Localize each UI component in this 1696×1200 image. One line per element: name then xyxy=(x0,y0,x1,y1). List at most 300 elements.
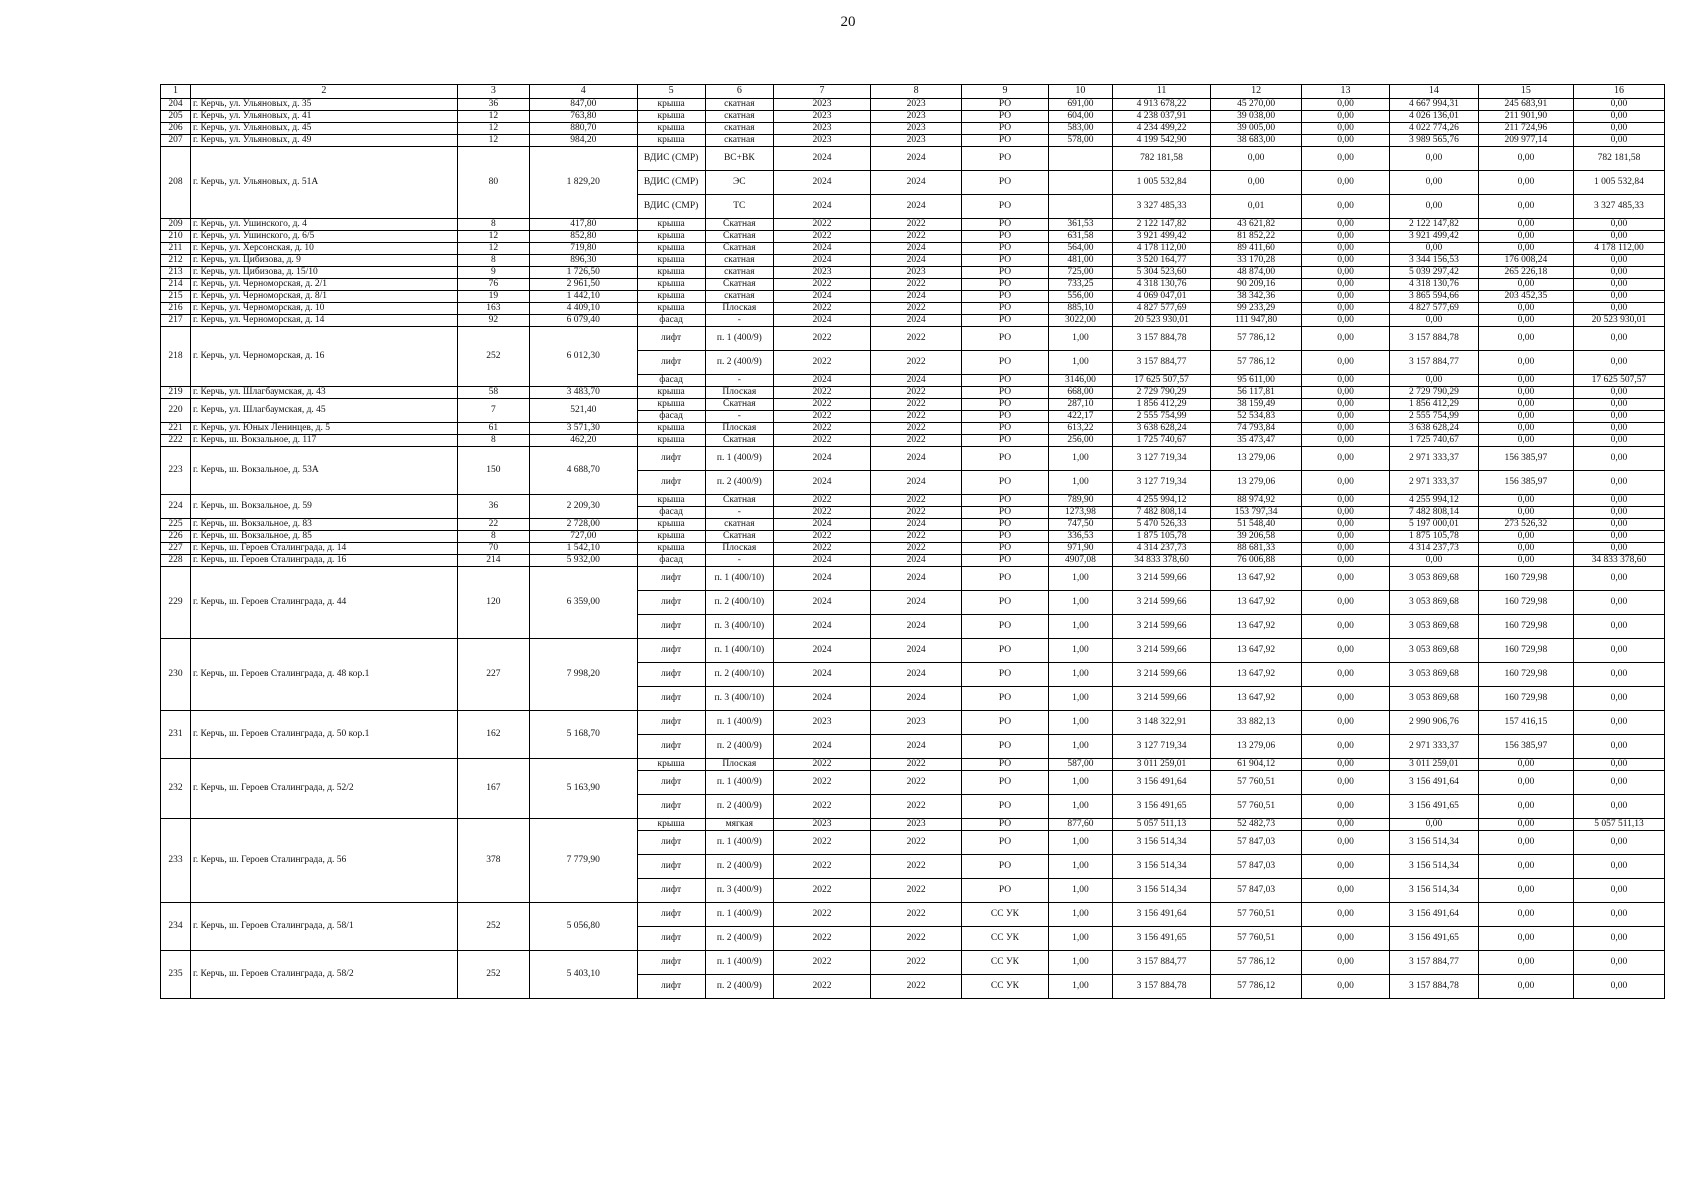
cost-col-15: 265 226,18 xyxy=(1478,267,1573,279)
cost-col-16: 0,00 xyxy=(1573,975,1664,999)
year-col-8: 2022 xyxy=(871,855,962,879)
column-3-value: 61 xyxy=(457,423,529,435)
volume: 4907,08 xyxy=(1048,555,1112,567)
cost-col-12: 95 611,00 xyxy=(1211,375,1302,387)
total-cost: 4 238 037,91 xyxy=(1112,111,1210,123)
cost-col-16: 0,00 xyxy=(1573,387,1664,399)
column-4-value: 847,00 xyxy=(530,99,638,111)
cost-col-13: 0,00 xyxy=(1302,135,1390,147)
year-col-8: 2022 xyxy=(871,219,962,231)
column-4-value: 7 998,20 xyxy=(530,639,638,711)
cost-col-15: 176 008,24 xyxy=(1478,255,1573,267)
year-col-8: 2024 xyxy=(871,243,962,255)
table-row xyxy=(161,387,1665,399)
total-cost: 3 157 884,78 xyxy=(1112,975,1210,999)
cost-col-12: 57 847,03 xyxy=(1211,879,1302,903)
cost-col-14: 3 053 869,68 xyxy=(1389,567,1478,591)
table-row xyxy=(161,495,1665,507)
cost-col-15: 273 526,32 xyxy=(1478,519,1573,531)
column-3-value: 227 xyxy=(457,639,529,711)
total-cost: 4 178 112,00 xyxy=(1112,243,1210,255)
executor: РО xyxy=(962,435,1049,447)
year-col-7: 2024 xyxy=(773,255,870,267)
cost-col-12: 57 786,12 xyxy=(1211,351,1302,375)
year-col-7: 2024 xyxy=(773,375,870,387)
cost-col-16: 0,00 xyxy=(1573,663,1664,687)
year-col-7: 2024 xyxy=(773,639,870,663)
column-3-value: 22 xyxy=(457,519,529,531)
cost-col-12: 0,00 xyxy=(1211,171,1302,195)
row-number: 232 xyxy=(161,759,191,819)
row-number: 207 xyxy=(161,135,191,147)
column-3-value: 167 xyxy=(457,759,529,819)
year-col-7: 2024 xyxy=(773,591,870,615)
cost-col-15: 0,00 xyxy=(1478,831,1573,855)
address: г. Керчь, ул. Ульяновых, д. 41 xyxy=(190,111,457,123)
work-type: п. 1 (400/10) xyxy=(705,567,773,591)
year-col-7: 2022 xyxy=(773,435,870,447)
work-element: крыша xyxy=(637,135,705,147)
header-row xyxy=(161,85,1665,99)
cost-col-12: 0,00 xyxy=(1211,147,1302,171)
row-number: 220 xyxy=(161,399,191,423)
column-4-value: 2 961,50 xyxy=(530,279,638,291)
cost-col-12: 13 279,06 xyxy=(1211,471,1302,495)
total-cost: 3 127 719,34 xyxy=(1112,471,1210,495)
cost-col-16: 0,00 xyxy=(1573,399,1664,411)
column-4-value: 2 728,00 xyxy=(530,519,638,531)
volume: 1,00 xyxy=(1048,855,1112,879)
row-number: 209 xyxy=(161,219,191,231)
volume: 1,00 xyxy=(1048,567,1112,591)
volume: 613,22 xyxy=(1048,423,1112,435)
work-element: лифт xyxy=(637,855,705,879)
executor: РО xyxy=(962,555,1049,567)
row-number: 213 xyxy=(161,267,191,279)
header-cell: 4 xyxy=(530,85,638,99)
total-cost: 4 234 499,22 xyxy=(1112,123,1210,135)
cost-col-15: 0,00 xyxy=(1478,171,1573,195)
work-element: лифт xyxy=(637,927,705,951)
cost-col-13: 0,00 xyxy=(1302,711,1390,735)
cost-col-14: 3 344 156,53 xyxy=(1389,255,1478,267)
row-number: 229 xyxy=(161,567,191,639)
cost-col-15: 0,00 xyxy=(1478,387,1573,399)
cost-col-16: 0,00 xyxy=(1573,519,1664,531)
year-col-7: 2022 xyxy=(773,231,870,243)
address: г. Керчь, ш. Героев Сталинграда, д. 58/2 xyxy=(190,951,457,999)
executor: РО xyxy=(962,231,1049,243)
column-4-value: 1 829,20 xyxy=(530,147,638,219)
header-cell: 10 xyxy=(1048,85,1112,99)
address: г. Керчь, ул. Ульяновых, д. 35 xyxy=(190,99,457,111)
work-element: ВДИС (СМР) xyxy=(637,195,705,219)
year-col-8: 2022 xyxy=(871,399,962,411)
work-element: крыша xyxy=(637,99,705,111)
cost-col-14: 2 971 333,37 xyxy=(1389,447,1478,471)
cost-col-15: 0,00 xyxy=(1478,435,1573,447)
table-row xyxy=(161,639,1665,663)
column-4-value: 5 403,10 xyxy=(530,951,638,999)
year-col-7: 2022 xyxy=(773,831,870,855)
work-type: п. 1 (400/9) xyxy=(705,831,773,855)
cost-col-13: 0,00 xyxy=(1302,99,1390,111)
row-number: 210 xyxy=(161,231,191,243)
total-cost: 34 833 378,60 xyxy=(1112,555,1210,567)
total-cost: 4 318 130,76 xyxy=(1112,279,1210,291)
cost-col-15: 211 724,96 xyxy=(1478,123,1573,135)
address: г. Керчь, ул. Юных Ленинцев, д. 5 xyxy=(190,423,457,435)
work-type: Плоская xyxy=(705,387,773,399)
cost-col-12: 13 647,92 xyxy=(1211,591,1302,615)
work-type: Плоская xyxy=(705,759,773,771)
cost-col-12: 13 647,92 xyxy=(1211,663,1302,687)
column-4-value: 727,00 xyxy=(530,531,638,543)
work-element: фасад xyxy=(637,411,705,423)
cost-col-13: 0,00 xyxy=(1302,507,1390,519)
total-cost: 3 921 499,42 xyxy=(1112,231,1210,243)
data-table xyxy=(160,84,1665,999)
row-number: 225 xyxy=(161,519,191,531)
cost-col-13: 0,00 xyxy=(1302,903,1390,927)
year-col-8: 2022 xyxy=(871,795,962,819)
column-3-value: 9 xyxy=(457,267,529,279)
work-type: п. 3 (400/9) xyxy=(705,879,773,903)
cost-col-12: 35 473,47 xyxy=(1211,435,1302,447)
cost-col-16: 0,00 xyxy=(1573,591,1664,615)
cost-col-15: 0,00 xyxy=(1478,231,1573,243)
total-cost: 3 327 485,33 xyxy=(1112,195,1210,219)
total-cost: 3 148 322,91 xyxy=(1112,711,1210,735)
executor: РО xyxy=(962,387,1049,399)
executor: РО xyxy=(962,279,1049,291)
row-number: 223 xyxy=(161,447,191,495)
work-type: п. 2 (400/9) xyxy=(705,855,773,879)
work-element: ВДИС (СМР) xyxy=(637,171,705,195)
cost-col-14: 3 011 259,01 xyxy=(1389,759,1478,771)
cost-col-15: 0,00 xyxy=(1478,411,1573,423)
address: г. Керчь, ш. Вокзальное, д. 59 xyxy=(190,495,457,519)
cost-col-16: 0,00 xyxy=(1573,735,1664,759)
cost-col-13: 0,00 xyxy=(1302,423,1390,435)
header-cell: 3 xyxy=(457,85,529,99)
work-element: лифт xyxy=(637,879,705,903)
row-number: 226 xyxy=(161,531,191,543)
work-element: крыша xyxy=(637,279,705,291)
cost-col-12: 81 852,22 xyxy=(1211,231,1302,243)
cost-col-12: 13 647,92 xyxy=(1211,615,1302,639)
cost-col-14: 0,00 xyxy=(1389,375,1478,387)
cost-col-14: 3 156 491,64 xyxy=(1389,903,1478,927)
year-col-7: 2022 xyxy=(773,951,870,975)
work-type: скатная xyxy=(705,519,773,531)
work-element: лифт xyxy=(637,327,705,351)
table-row xyxy=(161,531,1665,543)
header-cell: 7 xyxy=(773,85,870,99)
cost-col-12: 57 847,03 xyxy=(1211,831,1302,855)
year-col-7: 2023 xyxy=(773,819,870,831)
header-cell: 5 xyxy=(637,85,705,99)
year-col-8: 2024 xyxy=(871,591,962,615)
column-4-value: 763,80 xyxy=(530,111,638,123)
year-col-7: 2024 xyxy=(773,663,870,687)
address: г. Керчь, ул. Шлагбаумская, д. 45 xyxy=(190,399,457,423)
executor: РО xyxy=(962,147,1049,171)
row-number: 219 xyxy=(161,387,191,399)
volume: 1,00 xyxy=(1048,471,1112,495)
cost-col-13: 0,00 xyxy=(1302,555,1390,567)
work-element: крыша xyxy=(637,519,705,531)
work-type: скатная xyxy=(705,123,773,135)
year-col-8: 2024 xyxy=(871,639,962,663)
cost-col-16: 5 057 511,13 xyxy=(1573,819,1664,831)
column-3-value: 8 xyxy=(457,435,529,447)
cost-col-13: 0,00 xyxy=(1302,615,1390,639)
cost-col-16: 0,00 xyxy=(1573,279,1664,291)
cost-col-16: 0,00 xyxy=(1573,423,1664,435)
cost-col-12: 57 760,51 xyxy=(1211,927,1302,951)
year-col-7: 2024 xyxy=(773,735,870,759)
work-element: крыша xyxy=(637,123,705,135)
header-cell: 15 xyxy=(1478,85,1573,99)
cost-col-14: 3 156 491,64 xyxy=(1389,771,1478,795)
work-element: крыша xyxy=(637,387,705,399)
work-type: ЭС xyxy=(705,171,773,195)
cost-col-15: 0,00 xyxy=(1478,375,1573,387)
executor: РО xyxy=(962,111,1049,123)
executor: РО xyxy=(962,819,1049,831)
cost-col-12: 74 793,84 xyxy=(1211,423,1302,435)
address: г. Керчь, ул. Черноморская, д. 16 xyxy=(190,327,457,387)
year-col-7: 2023 xyxy=(773,135,870,147)
table-row xyxy=(161,255,1665,267)
header-cell: 6 xyxy=(705,85,773,99)
executor: РО xyxy=(962,687,1049,711)
year-col-8: 2024 xyxy=(871,663,962,687)
work-type: п. 2 (400/9) xyxy=(705,735,773,759)
column-4-value: 521,40 xyxy=(530,399,638,423)
cost-col-13: 0,00 xyxy=(1302,639,1390,663)
work-type: Плоская xyxy=(705,423,773,435)
cost-col-14: 3 638 628,24 xyxy=(1389,423,1478,435)
table-row xyxy=(161,231,1665,243)
work-type: Плоская xyxy=(705,543,773,555)
work-element: крыша xyxy=(637,243,705,255)
cost-col-14: 3 053 869,68 xyxy=(1389,615,1478,639)
cost-col-15: 211 901,90 xyxy=(1478,111,1573,123)
cost-col-16: 0,00 xyxy=(1573,435,1664,447)
executor: РО xyxy=(962,531,1049,543)
work-type: мягкая xyxy=(705,819,773,831)
row-number: 204 xyxy=(161,99,191,111)
cost-col-13: 0,00 xyxy=(1302,399,1390,411)
cost-col-13: 0,00 xyxy=(1302,663,1390,687)
work-element: крыша xyxy=(637,303,705,315)
volume: 1,00 xyxy=(1048,903,1112,927)
year-col-7: 2022 xyxy=(773,327,870,351)
year-col-7: 2023 xyxy=(773,99,870,111)
executor: РО xyxy=(962,135,1049,147)
address: г. Керчь, ул. Черноморская, д. 14 xyxy=(190,315,457,327)
total-cost: 17 625 507,57 xyxy=(1112,375,1210,387)
cost-col-15: 0,00 xyxy=(1478,147,1573,171)
total-cost: 2 122 147,82 xyxy=(1112,219,1210,231)
table-row xyxy=(161,435,1665,447)
table-row xyxy=(161,567,1665,591)
work-type: п. 2 (400/9) xyxy=(705,975,773,999)
row-number: 233 xyxy=(161,819,191,903)
volume: 287,10 xyxy=(1048,399,1112,411)
total-cost: 3 156 491,65 xyxy=(1112,927,1210,951)
table-row xyxy=(161,267,1665,279)
year-col-8: 2024 xyxy=(871,291,962,303)
volume: 1,00 xyxy=(1048,639,1112,663)
table-row xyxy=(161,951,1665,975)
table-row xyxy=(161,819,1665,831)
year-col-8: 2022 xyxy=(871,231,962,243)
year-col-7: 2022 xyxy=(773,927,870,951)
work-type: Плоская xyxy=(705,303,773,315)
executor: РО xyxy=(962,711,1049,735)
cost-col-14: 5 039 297,42 xyxy=(1389,267,1478,279)
column-3-value: 12 xyxy=(457,243,529,255)
cost-col-12: 57 786,12 xyxy=(1211,975,1302,999)
total-cost: 1 875 105,78 xyxy=(1112,531,1210,543)
executor: РО xyxy=(962,327,1049,351)
cost-col-16: 0,00 xyxy=(1573,351,1664,375)
total-cost: 3 156 491,65 xyxy=(1112,795,1210,819)
column-3-value: 8 xyxy=(457,219,529,231)
work-element: крыша xyxy=(637,255,705,267)
cost-col-13: 0,00 xyxy=(1302,231,1390,243)
table-body xyxy=(161,99,1665,999)
work-element: фасад xyxy=(637,555,705,567)
work-type: скатная xyxy=(705,291,773,303)
work-type: п. 2 (400/10) xyxy=(705,663,773,687)
cost-col-15: 0,00 xyxy=(1478,927,1573,951)
cost-col-14: 1 875 105,78 xyxy=(1389,531,1478,543)
year-col-7: 2022 xyxy=(773,279,870,291)
address: г. Керчь, ш. Вокзальное, д. 85 xyxy=(190,531,457,543)
volume: 604,00 xyxy=(1048,111,1112,123)
executor: РО xyxy=(962,351,1049,375)
year-col-7: 2023 xyxy=(773,111,870,123)
work-element: крыша xyxy=(637,543,705,555)
work-type: п. 2 (400/9) xyxy=(705,351,773,375)
cost-col-14: 3 156 491,65 xyxy=(1389,795,1478,819)
cost-col-16: 0,00 xyxy=(1573,447,1664,471)
work-type: - xyxy=(705,555,773,567)
year-col-8: 2023 xyxy=(871,123,962,135)
cost-col-16: 0,00 xyxy=(1573,615,1664,639)
year-col-8: 2024 xyxy=(871,735,962,759)
cost-col-15: 0,00 xyxy=(1478,423,1573,435)
executor: РО xyxy=(962,375,1049,387)
year-col-7: 2022 xyxy=(773,219,870,231)
total-cost: 3 127 719,34 xyxy=(1112,735,1210,759)
cost-col-12: 48 874,00 xyxy=(1211,267,1302,279)
column-4-value: 462,20 xyxy=(530,435,638,447)
total-cost: 3 156 491,64 xyxy=(1112,771,1210,795)
cost-col-15: 0,00 xyxy=(1478,879,1573,903)
cost-col-13: 0,00 xyxy=(1302,951,1390,975)
column-3-value: 120 xyxy=(457,567,529,639)
total-cost: 3 214 599,66 xyxy=(1112,687,1210,711)
year-col-8: 2024 xyxy=(871,687,962,711)
work-type: скатная xyxy=(705,135,773,147)
cost-col-12: 153 797,34 xyxy=(1211,507,1302,519)
year-col-8: 2024 xyxy=(871,375,962,387)
cost-col-12: 52 534,83 xyxy=(1211,411,1302,423)
year-col-8: 2024 xyxy=(871,195,962,219)
total-cost: 1 005 532,84 xyxy=(1112,171,1210,195)
year-col-7: 2022 xyxy=(773,495,870,507)
row-number: 230 xyxy=(161,639,191,711)
executor: РО xyxy=(962,519,1049,531)
cost-col-13: 0,00 xyxy=(1302,243,1390,255)
row-number: 215 xyxy=(161,291,191,303)
row-number: 211 xyxy=(161,243,191,255)
column-3-value: 70 xyxy=(457,543,529,555)
cost-col-15: 0,00 xyxy=(1478,543,1573,555)
year-col-7: 2024 xyxy=(773,447,870,471)
work-type: п. 1 (400/9) xyxy=(705,903,773,927)
work-element: лифт xyxy=(637,615,705,639)
column-4-value: 7 779,90 xyxy=(530,819,638,903)
year-col-8: 2022 xyxy=(871,303,962,315)
column-3-value: 8 xyxy=(457,531,529,543)
table-row xyxy=(161,315,1665,327)
cost-col-12: 52 482,73 xyxy=(1211,819,1302,831)
year-col-8: 2024 xyxy=(871,255,962,267)
total-cost: 3 157 884,77 xyxy=(1112,351,1210,375)
table-row xyxy=(161,243,1665,255)
address: г. Керчь, ул. Ульяновых, д. 45 xyxy=(190,123,457,135)
cost-col-13: 0,00 xyxy=(1302,375,1390,387)
year-col-8: 2022 xyxy=(871,435,962,447)
cost-col-12: 13 647,92 xyxy=(1211,687,1302,711)
table-row xyxy=(161,555,1665,567)
cost-col-16: 0,00 xyxy=(1573,567,1664,591)
total-cost: 5 057 511,13 xyxy=(1112,819,1210,831)
address: г. Керчь, ш. Героев Сталинграда, д. 56 xyxy=(190,819,457,903)
total-cost: 3 214 599,66 xyxy=(1112,663,1210,687)
year-col-7: 2024 xyxy=(773,519,870,531)
column-4-value: 3 483,70 xyxy=(530,387,638,399)
volume: 422,17 xyxy=(1048,411,1112,423)
table-row xyxy=(161,279,1665,291)
cost-col-13: 0,00 xyxy=(1302,147,1390,171)
volume: 1,00 xyxy=(1048,975,1112,999)
row-number: 206 xyxy=(161,123,191,135)
address: г. Керчь, ул. Черноморская, д. 2/1 xyxy=(190,279,457,291)
work-type: п. 1 (400/9) xyxy=(705,327,773,351)
cost-col-12: 99 233,29 xyxy=(1211,303,1302,315)
year-col-8: 2023 xyxy=(871,819,962,831)
column-4-value: 1 442,10 xyxy=(530,291,638,303)
cost-col-16: 0,00 xyxy=(1573,267,1664,279)
executor: РО xyxy=(962,315,1049,327)
column-4-value: 3 571,30 xyxy=(530,423,638,435)
total-cost: 1 856 412,29 xyxy=(1112,399,1210,411)
year-col-7: 2024 xyxy=(773,315,870,327)
cost-col-15: 0,00 xyxy=(1478,507,1573,519)
column-4-value: 4 688,70 xyxy=(530,447,638,495)
work-element: крыша xyxy=(637,435,705,447)
year-col-7: 2022 xyxy=(773,399,870,411)
cost-col-13: 0,00 xyxy=(1302,543,1390,555)
volume: 877,60 xyxy=(1048,819,1112,831)
